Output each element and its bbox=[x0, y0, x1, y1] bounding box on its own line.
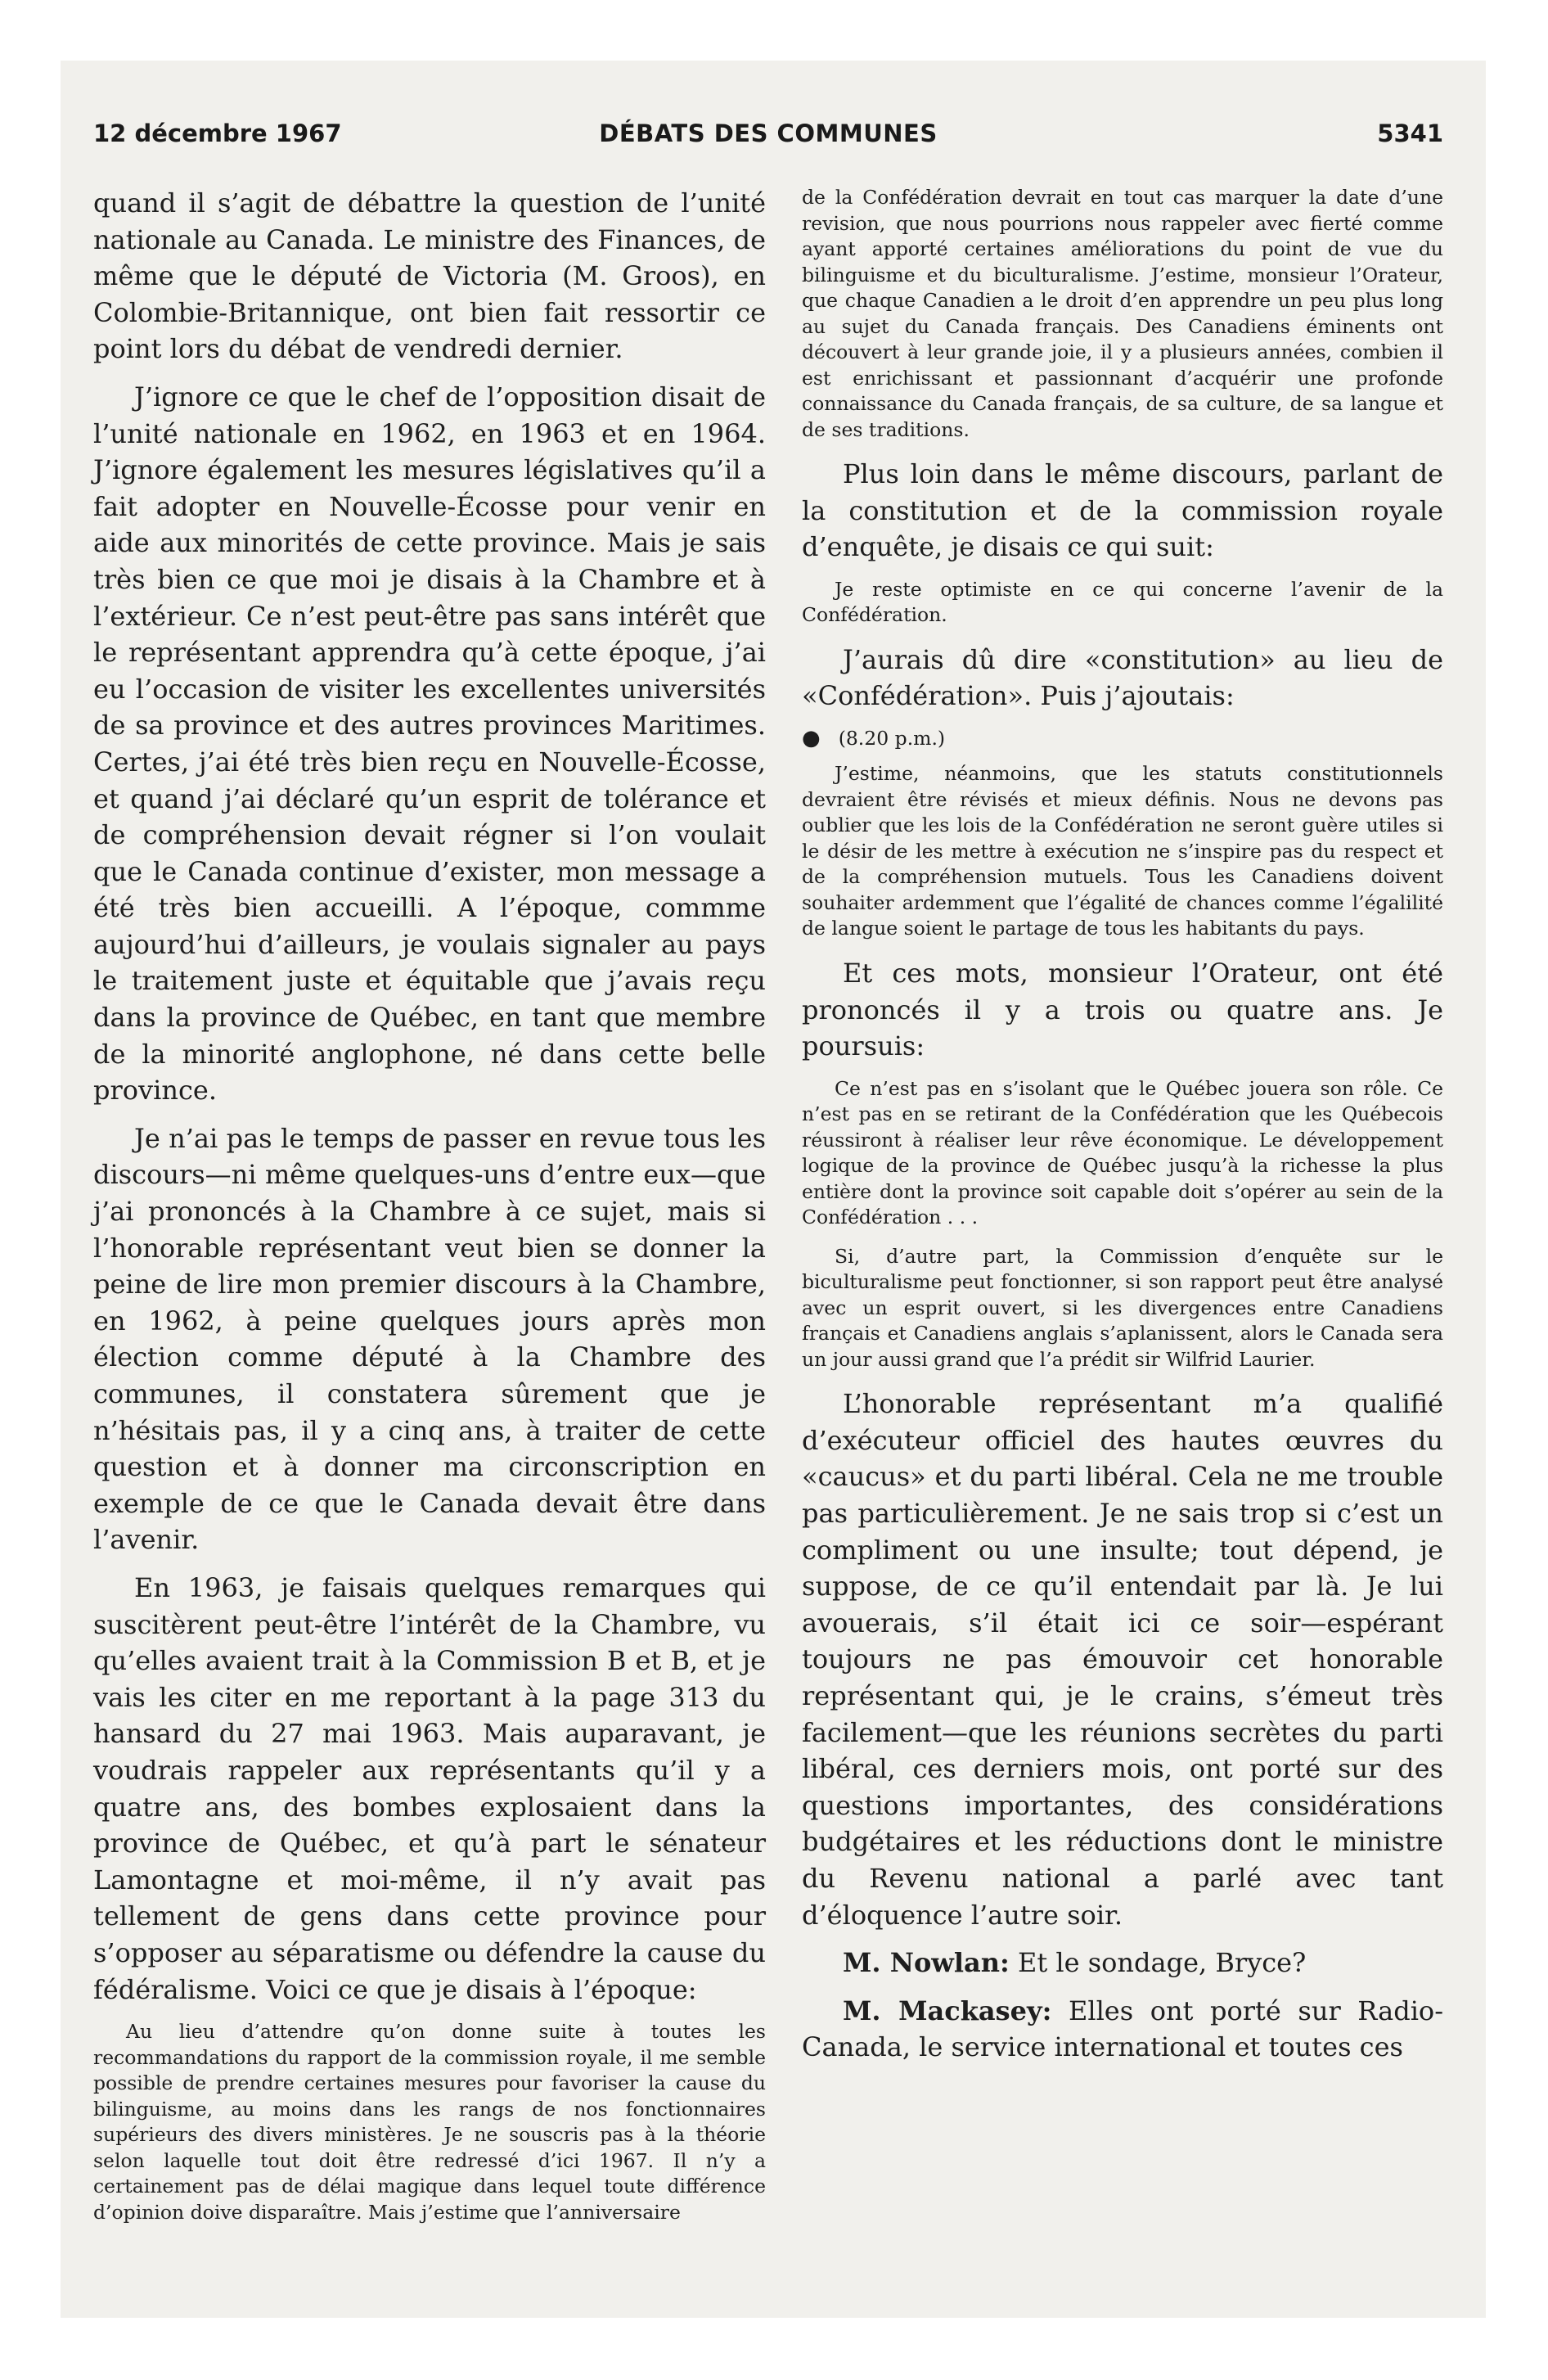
quotation: de la Confédération devrait en tout cas marquer la date d’une revision, que nous pourrions nous rappeler avec fierté comme ayant apporté certaines améliorations du point de vue du bilinguisme et du biculturalisme. J’estime, monsieur l’Orateur, que chaque Canadien a le droit d’en apprendre un peu plus long au sujet du Canada français. Des Canadiens éminents ont découvert à leur grande joie, il y a plusieurs années, combien il est enrichissant et passionnant d’acquérir une profonde connaissance du Canada français, de sa culture, de sa langue et de ses traditions. bbox=[802, 186, 1443, 441]
paragraph: quand il s’agit de débattre la question de l’unité nationale au Canada. Le ministre des Finances, de même que le député de Victoria (M. Groos), en Colombie-Britannique, ont bien fait ressortir ce point lors du débat de vendredi dernier. bbox=[93, 187, 766, 365]
speaker-paragraph bbox=[802, 1945, 1443, 1981]
timestamp bbox=[802, 726, 1443, 752]
paragraph: En 1963, je faisais quelques remarques qui suscitèrent peut-être l’intérêt de la Chambre, vu qu’elles avaient trait à la Commission B et B, et je vais les citer en me reportant à la page 313 du hansard du 27 mai 1963. Mais auparavant, je voudrais rappeler aux représentants qu’il y a quatre ans, des bombes explosaient dans la province de Québec, et qu’à part le sénateur Lamontagne et moi-même, il n’y avait pas tellement de gens dans cette province pour s’opposer au séparatisme ou défendre la cause du fédéralisme. Voici ce que je disais à l’époque: bbox=[93, 1571, 766, 2005]
header-title: DÉBATS DES COMMUNES bbox=[599, 119, 938, 147]
header-date: 12 décembre 1967 bbox=[93, 119, 342, 147]
quotation: Si, d’autre part, la Commission d’enquête sur le biculturalisme peut fonctionner, si son rapport peut être analysé avec un esprit ouvert, si les divergences entre Canadiens français et Canadiens anglais s’aplanissent, alors le Canada sera un jour aussi grand que l’a prédit sir Wilfrid Laurier. bbox=[802, 1244, 1443, 1371]
speaker-text: Et le sondage, Bryce? bbox=[1009, 1947, 1307, 1979]
page-number: 5341 bbox=[1377, 119, 1443, 147]
paragraph: L’honorable représentant m’a qualifié d’exécuteur officiel des hautes œuvres du «caucus» et du parti libéral. Cela ne me trouble pas particulièrement. Je ne sais trop si c’est un compliment ou une insulte; tout dépend, je suppose, de ce qu’il entendait par là. Je lui avouerais, s’il était ici ce soir—espérant toujours ne pas émouvoir cet honorable représentant qui, je le crains, s’émeut très facilement—que les réunions secrètes du parti libéral, ces derniers mois, ont porté sur des questions importantes, des considérations budgétaires et les réductions dont le ministre du Revenu national a parlé avec tant d’éloquence l’autre soir. bbox=[802, 1388, 1443, 1931]
bullet-icon: ● bbox=[802, 725, 821, 751]
left-column bbox=[93, 185, 766, 2238]
page-header bbox=[93, 119, 1443, 160]
quotation: Au lieu d’attendre qu’on donne suite à toutes les recommandations du rapport de la commission royale, il me semble possible de prendre certaines mesures pour favoriser la cause du bilinguisme, au moins dans les rangs de nos fonctionnaires supérieurs des divers ministères. Je ne souscris pas à la théorie selon laquelle tout doit être redressé d’ici 1967. Il n’y a certainement pas de délai magique dans lequel toute différence d’opinion doive disparaître. Mais j’estime que l’anniversaire bbox=[93, 2020, 766, 2224]
speaker-paragraph bbox=[802, 1993, 1443, 2066]
speaker-name: M. Nowlan: bbox=[843, 1947, 1010, 1979]
speaker-name: M. Mackasey: bbox=[843, 1995, 1052, 2026]
paragraph: J’ignore ce que le chef de l’opposition disait de l’unité nationale en 1962, en 1963 et en 1964. J’ignore également les mesures législatives qu’il a fait adopter en Nouvelle-Écosse pour venir en aide aux minorités de cette province. Mais je sais très bien ce que moi je disais à la Chambre et à l’extérieur. Ce n’est peut-être pas sans intérêt que le représentant apprendra qu’à cette époque, j’ai eu l’occasion de visiter les excellentes universités de sa province et des autres provinces Maritimes. Certes, j’ai été très bien reçu en Nouvelle-Écosse, et quand j’ai déclaré qu’un esprit de tolérance et de compréhension devait régner si l’on voulait que le Canada continue d’exister, mon message a été très bien accueilli. A l’époque, commme aujourd’hui d’ailleurs, je voulais signaler au pays le traitement juste et équitable que j’avais reçu dans la province de Québec, en tant que membre de la minorité anglophone, né dans cette belle province. bbox=[93, 381, 766, 1107]
speaker-text: Elles ont porté sur Radio-Canada, le service international et toutes ces bbox=[802, 1995, 1444, 2063]
paragraph: Plus loin dans le même discours, parlant de la constitution et de la commission royale d’enquête, je disais ce qui suit: bbox=[802, 458, 1443, 563]
right-column bbox=[802, 185, 1443, 2077]
paragraph: J’aurais dû dire «constitution» au lieu de «Confédération». Puis j’ajoutais: bbox=[802, 643, 1443, 712]
quotation: Je reste optimiste en ce qui concerne l’avenir de la Confédération. bbox=[802, 577, 1443, 627]
paragraph: Je n’ai pas le temps de passer en revue tous les discours—ni même quelques-uns d’entre eux—que j’ai prononcés à la Chambre à ce sujet, mais si l’honorable représentant veut bien se donner la peine de lire mon premier discours à la Chambre, en 1962, à peine quelques jours après mon élection comme député à la Chambre des communes, il constatera sûrement que je n’hésitais pas, il y a cinq ans, à traiter de cette question et à donner ma circonscription en exemple de ce que le Canada devait être dans l’avenir. bbox=[93, 1122, 766, 1556]
timestamp-text: (8.20 p.m.) bbox=[838, 726, 946, 750]
quotation: J’estime, néanmoins, que les statuts constitutionnels devraient être révisés et mieux définis. Nous ne devons pas oublier que les lois de la Confédération ne seront guère utiles si le désir de les mettre à exécution ne s’inspire pas du respect et de la compréhension mutuels. Tous les Canadiens doivent souhaiter ardemment que l’égalité de chances comme l’égalilité de langue soient le partage de tous les habitants du pays. bbox=[802, 762, 1443, 940]
quotation: Ce n’est pas en s’isolant que le Québec jouera son rôle. Ce n’est pas en se retirant de la Confédération que les Québecois réussiront à réaliser leur rêve économique. Le développement logique de la province de Québec jusqu’à la richesse la plus entière dont la province soit capable doit s’opérer au sein de la Confédération . . . bbox=[802, 1076, 1443, 1229]
paragraph: Et ces mots, monsieur l’Orateur, ont été prononcés il y a trois ou quatre ans. Je poursuis: bbox=[802, 957, 1443, 1062]
